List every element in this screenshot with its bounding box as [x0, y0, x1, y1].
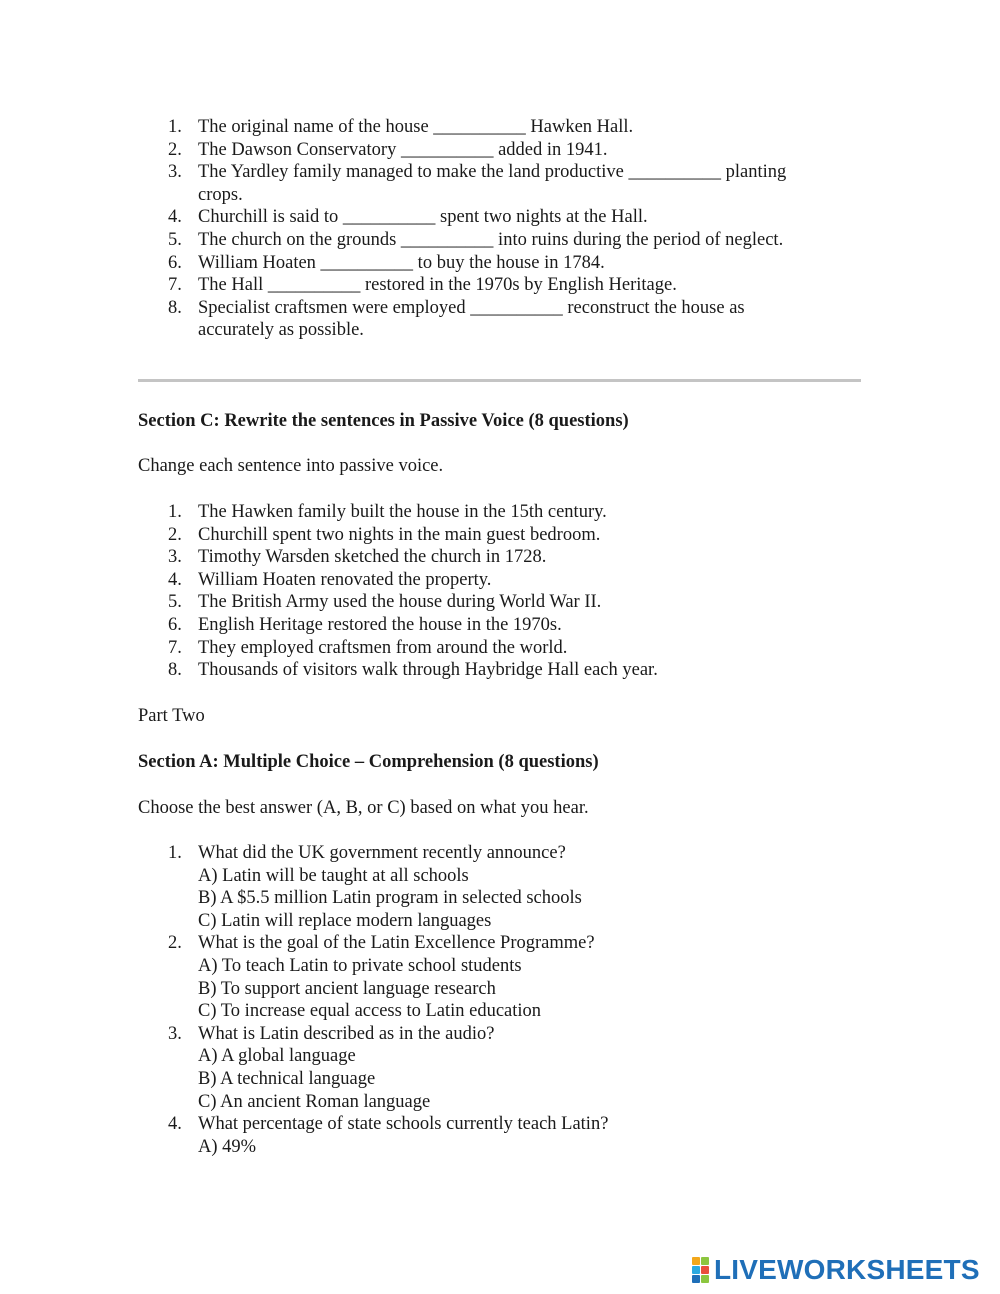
answer-option-c[interactable]: C) An ancient Roman language	[198, 1091, 431, 1112]
answer-option-b[interactable]: B) A technical language	[198, 1068, 376, 1089]
fill-in-list	[138, 116, 838, 342]
liveworksheets-logo-icon	[692, 1257, 709, 1283]
sentence-text: The Hawken family built the house in the 15th century.	[198, 502, 607, 522]
sentence-text: English Heritage restored the house in the 1970s.	[198, 614, 562, 635]
answer-option-c[interactable]: C) Latin will replace modern languages	[198, 910, 492, 931]
logo-text: LIVEWORKSHEETS	[714, 1254, 980, 1285]
question-text: What did the UK government recently announce?	[198, 843, 566, 863]
list-item: 8. Specialist craftsmen were employed __________ reconstruct the house as accurately as possible.	[168, 297, 745, 341]
section-a-heading: Section A: Multiple Choice – Comprehension (8 questions)	[138, 752, 599, 772]
sentence-text: Timothy Warsden sketched the church in 1728.	[198, 547, 547, 568]
answer-option-c[interactable]: C) To increase equal access to Latin education	[198, 1001, 542, 1022]
question-item: 3. What is Latin described as in the audio? A) A global language B) A technical language C) An ancient Roman language	[138, 1023, 838, 1113]
answer-option-b[interactable]: B) A $5.5 million Latin program in selected schools	[198, 888, 582, 909]
sentence-text: The British Army used the house during World War II.	[198, 592, 602, 613]
section-a-instruction: Choose the best answer (A, B, or C) based on what you hear.	[138, 798, 589, 818]
list-item: 6. English Heritage restored the house in the 1970s.	[168, 614, 562, 635]
passive-voice-list	[138, 501, 838, 682]
question-text: The Hall __________ restored in the 1970s by English Heritage.	[198, 275, 677, 296]
list-item: 1. The Hawken family built the house in the 15th century.	[168, 502, 607, 522]
list-item: 1. The original name of the house __________ Hawken Hall.	[168, 117, 634, 137]
list-item: 2. Churchill spent two nights in the main guest bedroom.	[168, 524, 601, 545]
sentence-text: Thousands of visitors walk through Haybridge Hall each year.	[198, 660, 658, 681]
answer-option-a[interactable]: A) 49%	[198, 1136, 257, 1157]
question-text: What percentage of state schools currently teach Latin?	[198, 1114, 609, 1135]
list-item: 7. They employed craftsmen from around the world.	[168, 637, 568, 658]
list-item: 3. The Yardley family managed to make the land productive __________ planting crops.	[168, 162, 787, 205]
list-item: 8. Thousands of visitors walk through Haybridge Hall each year.	[168, 660, 658, 681]
question-item: 1. What did the UK government recently announce? A) Latin will be taught at all schools B) A $5.5 million Latin program in selected schools C) Latin will replace modern languages	[138, 842, 838, 932]
sentence-text: William Hoaten renovated the property.	[198, 569, 492, 590]
question-text: The original name of the house __________ Hawken Hall.	[198, 117, 634, 137]
list-item: 7. The Hall __________ restored in the 1970s by English Heritage.	[168, 275, 677, 296]
list-item: 4. William Hoaten renovated the property.	[168, 569, 492, 590]
question-item: 2. What is the goal of the Latin Excellence Programme? A) To teach Latin to private school students B) To support ancient language research C) To increase equal access to Latin education	[138, 932, 838, 1022]
question-text: Specialist craftsmen were employed __________ reconstruct the house as accurately as possible.	[198, 297, 745, 341]
list-item: 5. The British Army used the house during World War II.	[168, 592, 602, 613]
list-item: 5. The church on the grounds __________ into ruins during the period of neglect.	[168, 229, 784, 250]
list-item: 3. Timothy Warsden sketched the church in 1728.	[168, 547, 547, 568]
sentence-text: They employed craftsmen from around the world.	[198, 637, 568, 658]
section-c-instruction: Change each sentence into passive voice.	[138, 456, 444, 476]
question-text: The Yardley family managed to make the land productive __________ planting crops.	[198, 162, 787, 205]
question-text: The church on the grounds __________ into ruins during the period of neglect.	[198, 229, 784, 250]
liveworksheets-logo[interactable]	[692, 1255, 980, 1285]
question-text: What is the goal of the Latin Excellence Programme?	[198, 933, 595, 954]
list-item: 2. The Dawson Conservatory __________ added in 1941.	[168, 139, 608, 160]
sentence-text: Churchill spent two nights in the main guest bedroom.	[198, 524, 601, 545]
list-item: 4. Churchill is said to __________ spent two nights at the Hall.	[168, 207, 648, 228]
answer-option-a[interactable]: A) Latin will be taught at all schools	[198, 865, 469, 886]
answer-option-b[interactable]: B) To support ancient language research	[198, 978, 496, 999]
section-c-heading: Section C: Rewrite the sentences in Passive Voice (8 questions)	[138, 411, 629, 431]
divider	[138, 379, 861, 382]
answer-option-a[interactable]: A) A global language	[198, 1046, 356, 1067]
part-two-label: Part Two	[138, 706, 205, 726]
multiple-choice-list	[138, 842, 838, 1158]
answer-option-a[interactable]: A) To teach Latin to private school students	[198, 955, 522, 976]
question-item: 4. What percentage of state schools currently teach Latin? A) 49%	[138, 1113, 838, 1158]
list-item: 6. William Hoaten __________ to buy the house in 1784.	[168, 252, 605, 273]
question-text: Churchill is said to __________ spent two nights at the Hall.	[198, 207, 648, 228]
question-text: What is Latin described as in the audio?	[198, 1023, 495, 1044]
question-text: The Dawson Conservatory __________ added in 1941.	[198, 139, 608, 160]
question-text: William Hoaten __________ to buy the house in 1784.	[198, 252, 605, 273]
